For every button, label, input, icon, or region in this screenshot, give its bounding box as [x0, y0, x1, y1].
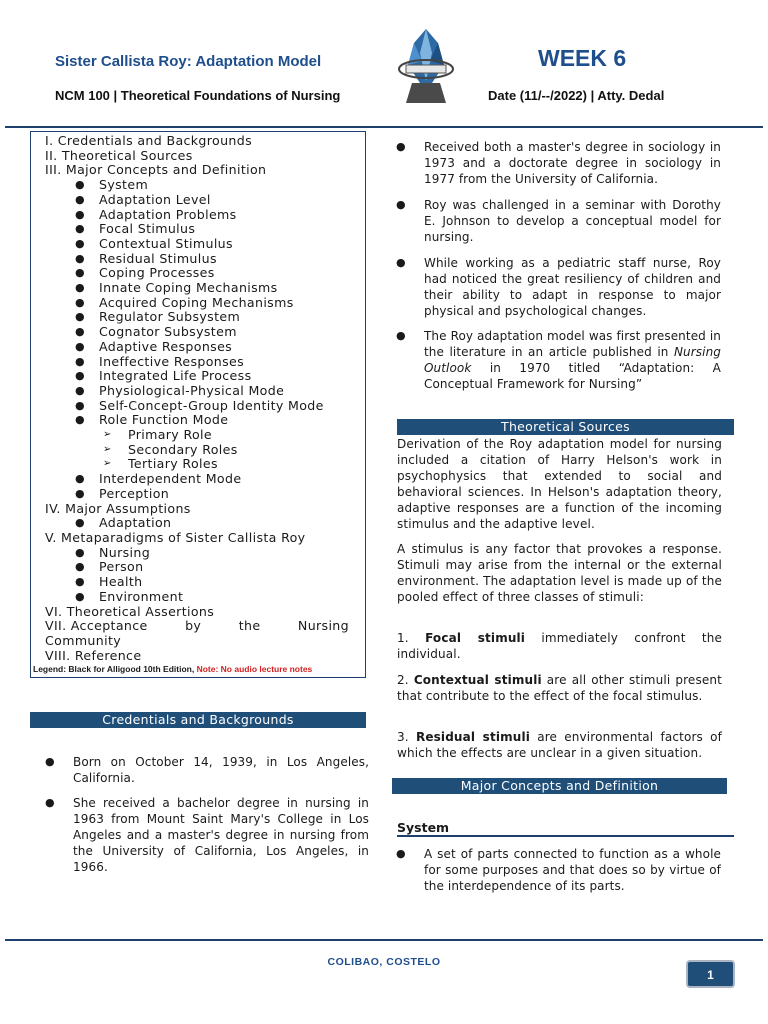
toc-subitem: ● Adaptation	[75, 515, 172, 531]
credentials-bullet: ● Roy was challenged in a seminar with Dorothy E. Johnson to develop a conceptual model for nursing.	[396, 198, 721, 244]
arrow-bullet-icon: ➢	[103, 458, 112, 470]
credentials-bullet: ● Born on October 14, 1939, in Los Angeles, California.	[45, 755, 369, 785]
bullet-icon: ●	[75, 472, 85, 486]
toc-subitem: ● Regulator Subsystem	[75, 309, 241, 325]
bullet-icon: ●	[75, 589, 85, 603]
bullet-icon: ●	[396, 256, 406, 269]
bullet-icon: ●	[75, 486, 85, 500]
toc-item: VIII. Reference	[45, 647, 142, 663]
bullet-icon: ●	[75, 545, 85, 559]
document-title: Sister Callista Roy: Adaptation Model	[55, 53, 322, 70]
footer-author: COLIBAO, COSTELO	[327, 956, 441, 968]
table-of-contents	[30, 131, 366, 678]
bullet-icon: ●	[75, 413, 85, 427]
toc-subsubitem: ➢ Tertiary Roles	[103, 456, 218, 472]
theoretical-sources-heading: Theoretical Sources	[397, 419, 734, 435]
bullet-icon: ●	[75, 207, 85, 221]
bullet-icon: ●	[75, 236, 85, 250]
bullet-icon: ●	[75, 575, 85, 589]
toc-subitem: ● Contextual Stimulus	[75, 235, 233, 251]
bullet-icon: ●	[75, 383, 85, 397]
toc-item: Community	[45, 632, 122, 648]
toc-subitem: ● Focal Stimulus	[75, 221, 196, 237]
toc-subitem: ● Nursing	[75, 544, 151, 560]
bullet-icon: ●	[75, 251, 85, 265]
bullet-icon: ●	[75, 310, 85, 324]
bullet-icon: ●	[75, 398, 85, 412]
stimulus-item: 3. Residual stimuli are environmental factors of which the effects are unclear in a given situation.	[397, 730, 722, 760]
bullet-icon: ●	[75, 339, 85, 353]
major-concepts-heading: Major Concepts and Definition	[392, 778, 727, 794]
toc-subitem: ● Innate Coping Mechanisms	[75, 280, 278, 296]
toc-subitem: ● Interdependent Mode	[75, 471, 242, 487]
bullet-icon: ●	[75, 178, 85, 192]
toc-subitem: ● Acquired Coping Mechanisms	[75, 294, 294, 310]
toc-subitem: ● Environment	[75, 588, 184, 604]
bullet-icon: ●	[75, 281, 85, 295]
credentials-bullet: ● Received both a master's degree in sociology in 1973 and a doctorate degree in sociology in 1977 from the University of California.	[396, 140, 721, 186]
stimulus-item: 1. Focal stimuli immediately confront the individual.	[397, 631, 722, 661]
page-number-badge: 1	[686, 960, 735, 988]
toc-subitem: ● Integrated Life Process	[75, 368, 252, 384]
arrow-bullet-icon: ➢	[103, 429, 112, 441]
credentials-bullet: ● The Roy adaptation model was first presented in the literature in an article published in Nursing Outlook in 1970 titled “Adaptation: A Conceptual Framework for Nursing”	[396, 329, 721, 391]
arrow-bullet-icon: ➢	[103, 443, 112, 455]
toc-item: II. Theoretical Sources	[45, 147, 193, 163]
bullet-icon: ●	[75, 354, 85, 368]
toc-subsubitem: ➢ Secondary Roles	[103, 441, 238, 457]
bullet-icon: ●	[45, 755, 55, 768]
bullet-icon: ●	[75, 369, 85, 383]
toc-legend: Legend: Black for Alligood 10th Edition, Note: No audio lecture notes	[33, 664, 313, 674]
bullet-icon: ●	[75, 222, 85, 236]
bullet-icon: ●	[75, 516, 85, 530]
subheading-divider	[397, 835, 734, 837]
bullet-icon: ●	[45, 796, 55, 809]
toc-item: IV. Major Assumptions	[45, 500, 191, 516]
toc-subitem: ● Coping Processes	[75, 265, 215, 281]
toc-subitem: ● Cognator Subsystem	[75, 324, 237, 340]
bullet-icon: ●	[75, 560, 85, 574]
toc-item: III. Major Concepts and Definition	[45, 162, 267, 178]
toc-subitem: ● Person	[75, 559, 144, 575]
toc-item: VII. Acceptance by the Nursing	[45, 618, 349, 634]
bullet-icon: ●	[396, 140, 406, 153]
toc-subitem: ● Residual Stimulus	[75, 250, 217, 266]
bullet-icon: ●	[396, 198, 406, 211]
system-subheading: System	[397, 820, 450, 835]
toc-subsubitem: ➢ Primary Role	[103, 427, 213, 443]
toc-subitem: ● Adaptation Level	[75, 191, 211, 207]
concept-bullet: ● A set of parts connected to function as a whole for some purposes and that does so by virtue of the interdependence of its parts.	[396, 847, 721, 893]
course-label: NCM 100 | Theoretical Foundations of Nursing	[55, 88, 341, 103]
toc-subitem: ● Ineffective Responses	[75, 353, 245, 369]
date-instructor-label: Date (11/--/2022) | Atty. Dedal	[488, 88, 665, 103]
bullet-icon: ●	[75, 266, 85, 280]
bullet-icon: ●	[75, 192, 85, 206]
theoretical-sources-paragraph: Derivation of the Roy adaptation model for nursing included a citation of Harry Helson's work in psychophysics that extended to social and behavioral sciences. In Helson's adaptation theory, adaptive responses are a function of the incoming stimulus and the adaptive level.	[397, 437, 722, 531]
bullet-icon: ●	[396, 847, 406, 860]
stimulus-paragraph: A stimulus is any factor that provokes a response. Stimuli may arise from the internal or the external environment. The adaptation level is made up of the pooled effect of three classes of stimuli:	[397, 542, 722, 604]
footer-divider	[5, 939, 763, 941]
school-logo	[392, 25, 460, 107]
toc-subitem: ● Adaptive Responses	[75, 338, 233, 354]
credentials-heading: Credentials and Backgrounds	[30, 712, 366, 728]
toc-item: I. Credentials and Backgrounds	[45, 133, 252, 148]
toc-subitem: ● System	[75, 177, 149, 193]
toc-subitem: ● Self-Concept-Group Identity Mode	[75, 397, 324, 413]
bullet-icon: ●	[396, 329, 406, 342]
toc-subitem: ● Adaptation Problems	[75, 206, 237, 222]
credentials-bullet: ● She received a bachelor degree in nursing in 1963 from Mount Saint Mary's College in Los Angeles and a master's degree in nursing from the University of California, Los Angeles, in 1966.	[45, 796, 369, 874]
toc-subitem: ● Perception	[75, 485, 170, 501]
toc-item: VI. Theoretical Assertions	[45, 603, 215, 619]
toc-subitem: ● Physiological-Physical Mode	[75, 382, 285, 398]
toc-subitem: ● Role Function Mode	[75, 412, 229, 428]
bullet-icon: ●	[75, 295, 85, 309]
toc-item: V. Metaparadigms of Sister Callista Roy	[45, 529, 306, 545]
header-divider	[5, 126, 763, 128]
week-label: WEEK 6	[538, 45, 627, 71]
credentials-bullet: ● While working as a pediatric staff nurse, Roy had noticed the great resiliency of children and their ability to adapt in response to major physical and psychological changes.	[396, 256, 721, 318]
stimulus-item: 2. Contextual stimuli are all other stimuli present that contribute to the effect of the focal stimulus.	[397, 673, 723, 703]
bullet-icon: ●	[75, 325, 85, 339]
toc-subitem: ● Health	[75, 574, 143, 590]
